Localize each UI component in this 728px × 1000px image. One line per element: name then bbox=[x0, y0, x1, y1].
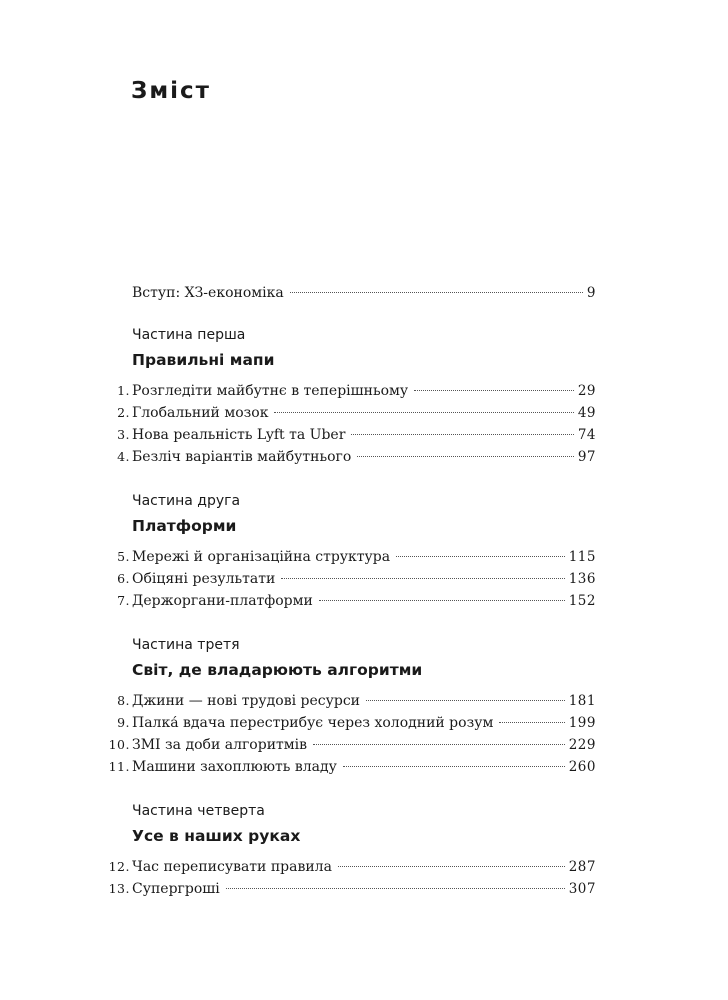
toc-parts bbox=[106, 324, 596, 900]
dot-leader bbox=[290, 292, 583, 293]
chapter-number: 8. bbox=[117, 693, 130, 708]
toc-entry bbox=[106, 590, 596, 612]
chapter-number: 5. bbox=[117, 549, 130, 564]
dot-leader bbox=[499, 722, 564, 723]
toc-entry bbox=[106, 424, 596, 446]
toc-entry bbox=[106, 568, 596, 590]
toc-entry bbox=[106, 878, 596, 900]
chapter-title: Мережі й організаційна структура bbox=[132, 549, 391, 565]
chapter-number: 6. bbox=[117, 571, 130, 586]
toc-entry bbox=[106, 856, 596, 878]
toc-entry-intro bbox=[106, 282, 596, 304]
page-number: 307 bbox=[568, 881, 596, 897]
page-number: 229 bbox=[568, 737, 596, 753]
chapter-title: ЗМІ за доби алгоритмів bbox=[132, 737, 308, 753]
chapter-title: Нова реальність Lyft та Uber bbox=[132, 427, 346, 443]
toc-entry bbox=[106, 712, 596, 734]
chapter-title: Глобальний мозок bbox=[132, 405, 269, 421]
toc-entry bbox=[106, 546, 596, 568]
part-title: Усе в наших руках bbox=[132, 827, 301, 845]
part-title: Світ, де владарюють алгоритми bbox=[132, 661, 423, 679]
dot-leader bbox=[366, 700, 565, 701]
toc-entry bbox=[106, 690, 596, 712]
chapter-number: 2. bbox=[117, 405, 130, 420]
chapter-title: Обіцяні результати bbox=[132, 571, 276, 587]
chapter-title: Безліч варіантів майбутнього bbox=[132, 449, 352, 465]
dot-leader bbox=[338, 866, 565, 867]
part-subtitle: Частина друга bbox=[132, 493, 241, 509]
chapter-number: 10. bbox=[108, 737, 130, 752]
dot-leader bbox=[343, 766, 565, 767]
page-number: 199 bbox=[568, 715, 596, 731]
page-number: 97 bbox=[577, 449, 596, 465]
chapter-number: 4. bbox=[117, 449, 130, 464]
chapter-number: 9. bbox=[117, 715, 130, 730]
chapter-title: Джини — нові трудові ресурси bbox=[132, 693, 360, 709]
page-number: 152 bbox=[568, 593, 596, 609]
toc-entry bbox=[106, 380, 596, 402]
chapter-title: Супергроші bbox=[132, 881, 220, 897]
chapter-number: 3. bbox=[117, 427, 130, 442]
dot-leader bbox=[226, 888, 565, 889]
chapter-title: Розгледіти майбутнє в теперішньому bbox=[132, 383, 409, 399]
page-number: 29 bbox=[577, 383, 596, 399]
page-number: 136 bbox=[568, 571, 596, 587]
page-number: 287 bbox=[568, 859, 596, 875]
page-number: 115 bbox=[568, 549, 596, 565]
part-title: Платформи bbox=[132, 517, 237, 535]
page-number: 49 bbox=[577, 405, 596, 421]
dot-leader bbox=[319, 600, 565, 601]
chapter-number: 7. bbox=[117, 593, 130, 608]
toc-entry bbox=[106, 446, 596, 468]
page-number: 74 bbox=[577, 427, 596, 443]
dot-leader bbox=[357, 456, 574, 457]
part-subtitle: Частина четверта bbox=[132, 803, 265, 819]
dot-leader bbox=[396, 556, 565, 557]
page-number: 181 bbox=[568, 693, 596, 709]
table-of-contents bbox=[106, 282, 596, 900]
chapter-number: 13. bbox=[108, 881, 130, 896]
chapter-number: 11. bbox=[108, 759, 130, 774]
chapter-title: Час переписувати правила bbox=[132, 859, 332, 875]
chapter-number: 1. bbox=[117, 383, 130, 398]
chapter-title: Машини захоплюють владу bbox=[132, 759, 337, 775]
chapter-title: Держоргани-платформи bbox=[132, 593, 313, 609]
dot-leader bbox=[351, 434, 573, 435]
dot-leader bbox=[274, 412, 573, 413]
dot-leader bbox=[281, 578, 564, 579]
chapter-title: Вступ: ХЗ-економіка bbox=[132, 285, 284, 301]
toc-entry bbox=[106, 734, 596, 756]
page-number: 9 bbox=[586, 285, 596, 301]
toc-entry bbox=[106, 402, 596, 424]
chapter-number: 12. bbox=[108, 859, 130, 874]
page-title: Зміст bbox=[131, 78, 211, 104]
dot-leader bbox=[414, 390, 574, 391]
toc-entry bbox=[106, 756, 596, 778]
part-subtitle: Частина третя bbox=[132, 637, 240, 653]
page-number: 260 bbox=[568, 759, 596, 775]
part-subtitle: Частина перша bbox=[132, 327, 246, 343]
chapter-title: Палка́ вдача перестрибує через холодний розум bbox=[132, 715, 494, 731]
part-title: Правильні мапи bbox=[132, 351, 275, 369]
dot-leader bbox=[313, 744, 565, 745]
